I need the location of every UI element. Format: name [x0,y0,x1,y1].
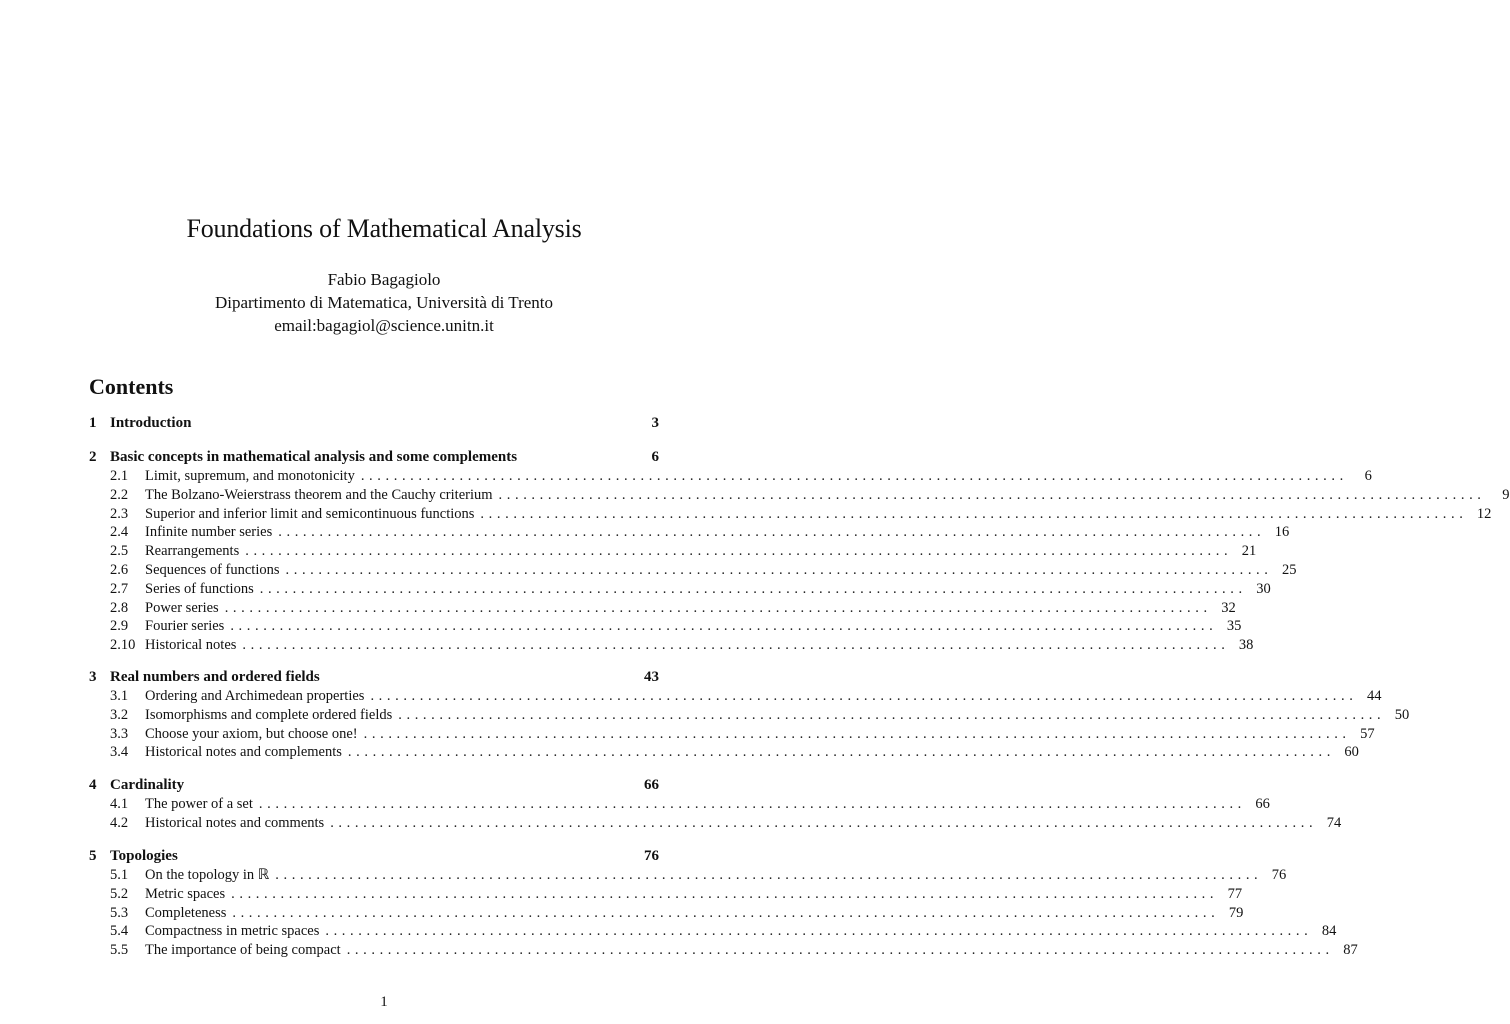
section-title: Ordering and Archimedean properties [145,688,365,704]
section-page: 12 [1476,505,1492,522]
section-title: Fourier series [145,618,225,635]
section-number: 4.1 [110,796,129,812]
toc-section-2-7[interactable] [110,580,1271,600]
author-block [0,268,768,337]
chapter-title: Introduction [110,415,192,431]
leader-dots: ........................................................................................................................ [360,468,1348,484]
leader-dots: ........................................................................................................................ [231,885,1219,902]
section-title: Historical notes [145,637,237,654]
section-page: 79 [1228,904,1244,921]
chapter-number: 3 [89,669,97,685]
section-title: Metric spaces [145,885,226,902]
section-number: 3.4 [110,744,129,761]
toc-section-2-8[interactable] [110,599,1236,619]
section-page: 21 [1241,543,1257,560]
section-title: Choose your axiom, but choose one! [145,725,358,742]
section-title: Historical notes and complements [145,744,342,761]
author-affiliation: Dipartimento di Matematica, Università di Trento [214,293,554,312]
leader-dots: ........................................................................................................................ [346,942,1334,959]
section-page: 6 [1364,468,1372,484]
chapter-number: 1 [89,415,97,431]
chapter-page: 76 [644,848,659,864]
section-number: 2.4 [110,524,129,541]
leader-dots: ........................................................................................................................ [330,814,1318,831]
toc-chapter-1[interactable] [89,415,659,437]
section-number: 2.1 [110,468,129,484]
section-page: 30 [1256,580,1271,597]
leader-dots: ........................................................................................................................ [242,637,1230,654]
section-title: Compactness in metric spaces [145,923,320,940]
leader-dots: ........................................................................................................................ [230,618,1218,635]
leader-dots: ........................................................................................................................ [245,543,1233,560]
section-title: The power of a set [145,796,253,812]
section-number: 2.9 [110,618,129,635]
section-title: Power series [145,599,219,616]
leader-dots: ........................................................................................................................ [259,580,1247,597]
section-title: Infinite number series [145,524,273,541]
chapter-page: 6 [651,449,659,465]
leader-dots: ........................................................................................................................ [278,524,1266,541]
section-number: 2.7 [110,580,129,597]
section-page: 84 [1321,923,1337,940]
chapter-title: Basic concepts in mathematical analysis and some complements [110,449,518,465]
section-page: 44 [1366,688,1382,704]
section-number: 5.5 [110,942,129,959]
section-title: Historical notes and comments [145,814,325,831]
chapter-number: 2 [89,449,97,465]
chapter-page: 66 [644,777,659,793]
section-page: 57 [1360,725,1375,742]
toc-section-3-1[interactable] [110,688,1382,707]
section-number: 5.3 [110,904,129,921]
toc-section-2-5[interactable] [110,543,1257,562]
section-number: 2.10 [110,637,136,654]
toc-section-3-3[interactable] [110,725,1375,745]
section-page: 50 [1394,706,1410,723]
chapter-page: 43 [644,669,659,685]
section-page: 25 [1282,562,1297,578]
section-number: 5.1 [110,867,129,883]
section-page: 32 [1221,599,1236,616]
leader-dots: ........................................................................................................................ [224,599,1212,616]
section-title: Isomorphisms and complete ordered fields [145,706,393,723]
section-title: Superior and inferior limit and semicontinuous functions [145,505,475,522]
leader-dots: ........................................................................................................................ [363,725,1351,742]
section-page: 9 [1502,486,1510,503]
section-page: 16 [1274,524,1290,541]
section-number: 2.5 [110,543,129,560]
section-title: Rearrangements [145,543,240,560]
toc-section-2-6[interactable] [110,562,1297,581]
leader-dots: ........................................................................................................................ [398,706,1386,723]
section-title: The Bolzano-Weierstrass theorem and the Cauchy criterium [145,486,493,503]
toc-section-5-2[interactable] [110,885,1243,905]
section-number: 3.1 [110,688,129,704]
contents-heading: Contents [89,374,174,399]
section-page: 76 [1271,867,1287,883]
toc-section-5-5[interactable] [110,942,1358,961]
toc-section-2-2[interactable] [110,486,1510,506]
section-page: 74 [1326,814,1342,831]
leader-dots: ........................................................................................................................ [275,867,1263,883]
toc-section-4-1[interactable] [110,796,1270,815]
section-number: 2.6 [110,562,129,578]
toc-section-2-9[interactable] [110,618,1242,637]
chapter-page: 3 [651,415,659,431]
chapter-title: Topologies [110,848,178,864]
section-number: 3.2 [110,706,129,723]
toc-section-4-2[interactable] [110,814,1342,834]
section-number: 2.3 [110,505,129,522]
section-number: 3.3 [110,725,129,742]
toc-section-2-1[interactable] [110,468,1372,487]
section-number: 2.2 [110,486,129,503]
toc-section-3-4[interactable] [110,744,1359,763]
section-title: Limit, supremum, and monotonicity [145,468,355,484]
leader-dots: ........................................................................................................................ [325,923,1313,940]
section-page: 38 [1238,637,1254,654]
document-title: Foundations of Mathematical Analysis [186,214,582,243]
page-number: 1 [380,994,388,1010]
toc-section-2-3[interactable] [110,505,1492,525]
section-page: 60 [1344,744,1359,761]
toc-section-5-4[interactable] [110,923,1337,942]
section-number: 2.8 [110,599,129,616]
leader-dots: ........................................................................................................................ [498,486,1486,503]
author-name: Fabio Bagagiolo [327,270,441,289]
chapter-number: 5 [89,848,97,864]
section-page: 77 [1227,885,1243,902]
toc-section-2-4[interactable] [110,524,1290,543]
toc-section-5-3[interactable] [110,904,1244,924]
chapter-title: Real numbers and ordered fields [110,669,320,685]
toc-section-5-1[interactable] [110,867,1287,886]
chapter-number: 4 [89,777,97,793]
section-page: 87 [1343,942,1358,959]
leader-dots: ........................................................................................................................ [347,744,1335,761]
section-title: The importance of being compact [145,942,341,959]
section-page: 66 [1255,796,1270,812]
section-page: 35 [1226,618,1242,635]
leader-dots: ........................................................................................................................ [285,562,1273,578]
section-title: Completeness [145,904,227,921]
section-number: 4.2 [110,814,129,831]
chapter-title: Cardinality [110,777,185,793]
author-email: email:bagagiol@science.unitn.it [274,316,494,335]
toc-section-2-10[interactable] [110,637,1254,656]
leader-dots: ........................................................................................................................ [258,796,1246,812]
section-number: 5.2 [110,885,129,902]
leader-dots: ........................................................................................................................ [232,904,1220,921]
toc-section-3-2[interactable] [110,706,1410,726]
section-title: On the topology in ℝ [145,867,270,883]
leader-dots: ........................................................................................................................ [480,505,1468,522]
section-title: Sequences of functions [145,562,280,578]
section-number: 5.4 [110,923,129,940]
section-title: Series of functions [145,580,254,597]
leader-dots: ........................................................................................................................ [370,688,1358,704]
